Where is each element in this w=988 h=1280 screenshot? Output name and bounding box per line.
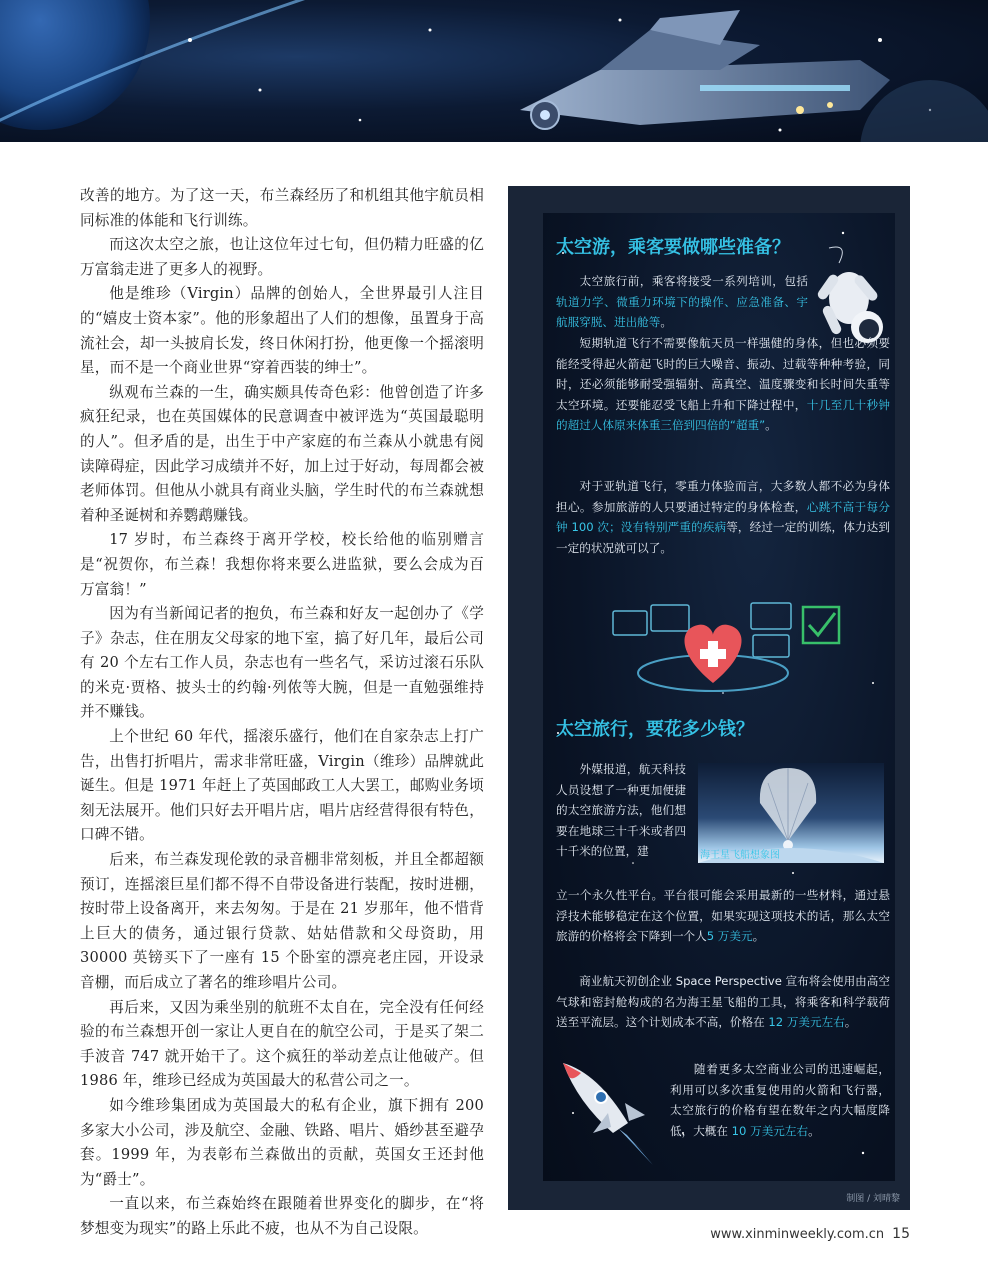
website-url: www.xinminweekly.com.cn — [710, 1227, 885, 1242]
page-footer — [710, 1226, 910, 1242]
article-paragraph: 改善的地方。为了这一天，布兰森经历了和机组其他宇航员相同标准的体能和飞行训练。 — [80, 187, 484, 229]
section1-paragraph-3: 对于亚轨道飞行，零重力体验而言，大多数人都不必为身体担心。参加旅游的人只要通过特定的身体检查，心跳不高于每分钟 100 次；没有特别严重的疾病等，经过一定的训练，体力达到一定的状况就可以了。 — [556, 479, 890, 555]
section1-title: 太空游，乘客要做哪些准备？ — [556, 237, 790, 258]
section2-paragraph-2: 商业航天初创企业 Space Perspective 宣布将会使用由高空气球和密封舱构成的名为海王星飞船的工具，将乘客和科学载荷送至平流层。这个计划成本不高，价格在 12 万美元左右。 — [556, 974, 890, 1029]
section2-paragraph-1-cont: 立一个永久性平台。平台很可能会采用最新的一些材料，通过悬浮技术能够稳定在这个位置，如果实现这项技术的话，那么太空旅游的价格将会下降到一个人5 万美元。 — [556, 888, 890, 943]
section2-paragraph-3: 随着更多太空商业公司的迅速崛起，利用可以多次重复使用的火箭和飞行器，太空旅行的价格有望在数年之内大幅度降低，大概在 10 万美元左右。 — [670, 1062, 890, 1138]
article-paragraph: 如今维珍集团成为英国最大的私有企业，旗下拥有 200 多家大小公司，涉及航空、金融、铁路、唱片、婚纱甚至避孕套。1999 年，为表彰布兰森做出的贡献，英国女王还封他为“爵士”。 — [80, 1096, 484, 1188]
article-paragraph: 再后来，又因为乘坐别的航班不太自在，完全没有任何经验的布兰森想开创一家让人更自在的航空公司，于是买了架二手波音 747 就开始干了。这个疯狂的举动差点让他破产。但 1986 年，维珍已经成为英国最大的私营公司之一。 — [80, 998, 484, 1090]
section1-paragraph-2: 短期轨道飞行不需要像航天员一样强健的身体，但也必须要能经受得起火箭起飞时的巨大噪音、振动、过载等种种考验，同时，还必须能够耐受强辐射、高真空、温度骤变和长时间失重等太空环境。还要能忍受飞船上升和下降过程中，十几至几十秒钟的超过人体原来体重三倍到四倍的“超重”。 — [556, 336, 890, 432]
article-paragraph: 纵观布兰森的一生，确实颇具传奇色彩：他曾创造了许多疯狂纪录，也在英国媒体的民意调查中被评选为“英国最聪明的人”。但矛盾的是，出生于中产家庭的布兰森从小就患有阅读障碍症，因此学习成绩并不好，加上过于好动，每周都会被老师体罚。但他从小就具有商业头脑，学生时代的布兰森就想着种圣诞树和养鹦鹉赚钱。 — [80, 383, 484, 524]
sidebar-panel — [508, 186, 910, 1210]
section1-paragraph-1: 太空旅行前，乘客将接受一系列培训，包括轨道力学、微重力环境下的操作、应急准备、宇航服穿脱、进出舱等。 — [556, 274, 808, 329]
space-banner-illustration — [0, 0, 988, 142]
section2-paragraph-1: 外媒报道，航天科技人员设想了一种更加便捷的太空旅游方法，他们想要在地球三十千米或者四十千米的位置，建 — [556, 762, 686, 858]
article-paragraph: 因为有当新闻记者的抱负，布兰森和好友一起创办了《学子》杂志，住在朋友父母家的地下室，搞了好几年，最后公司有 20 个左右工作人员，杂志也有一些名气，采访过滚石乐队的米克·贾格、披头士的约翰·列侬等大腕，但是一直勉强维持并不赚钱。 — [80, 605, 484, 721]
heart-icon — [678, 623, 748, 683]
neptune-spaceship-image — [698, 763, 884, 863]
article-paragraph: 17 岁时，布兰森终于离开学校，校长给他的临别赠言是“祝贺你，布兰森！我想你将来要么进监狱，要么会成为百万富翁！” — [80, 531, 484, 598]
image-caption: 海王星飞船想象图 — [700, 850, 780, 861]
panel-inner — [543, 213, 895, 1181]
rocket-icon — [553, 1053, 668, 1173]
spacecraft-illustration — [0, 0, 988, 142]
article-body — [80, 184, 484, 1242]
article-paragraph: 上个世纪 60 年代，摇滚乐盛行，他们在自家杂志上打广告，出售打折唱片，需求非常旺盛，Virgin（维珍）品牌就此诞生。但是 1971 年赶上了英国邮政工人大罢工，邮购业务顷刻无法展开。他们只好去开唱片店，唱片店经营得很有特色，口碑不错。 — [80, 728, 484, 844]
article-paragraph: 一直以来，布兰森始终在跟随着世界变化的脚步，在“将梦想变为现实”的路上乐此不疲，也从不为自己设限。 — [80, 1195, 484, 1237]
section2-title: 太空旅行，要花多少钱？ — [556, 719, 754, 740]
page-number: 15 — [892, 1226, 910, 1242]
article-paragraph: 后来，布兰森发现伦敦的录音棚非常刻板，并且全都超额预订，连摇滚巨星们都不得不自带设备进行装配，按时进棚，按时带上设备离开，来去匆匆。于是在 21 岁那年，他不惜背上巨大的债务，通过银行贷款、姑姑借款和父母资助，用 30000 英镑买下了一座有 15 个卧室的漂亮老庄园，开设录音棚，而后成立了著名的维珍唱片公司。 — [80, 851, 484, 991]
article-paragraph: 而这次太空之旅，也让这位年过七旬，但仍精力旺盛的亿万富翁走进了更多人的视野。 — [80, 236, 484, 278]
article-paragraph: 他是维珍（Virgin）品牌的创始人，全世界最引人注目的“嬉皮士资本家”。他的形象超出了人们的想像，虽置身于高流社会，却一头披肩长发，终日休闲打扮，他更像一个摇滚明星，而不是一个商业世界“穿着西装的绅士”。 — [80, 285, 484, 377]
checkmark-icon — [803, 607, 839, 643]
illustration-credit: 制图 / 刘晴黎 — [846, 1194, 900, 1204]
